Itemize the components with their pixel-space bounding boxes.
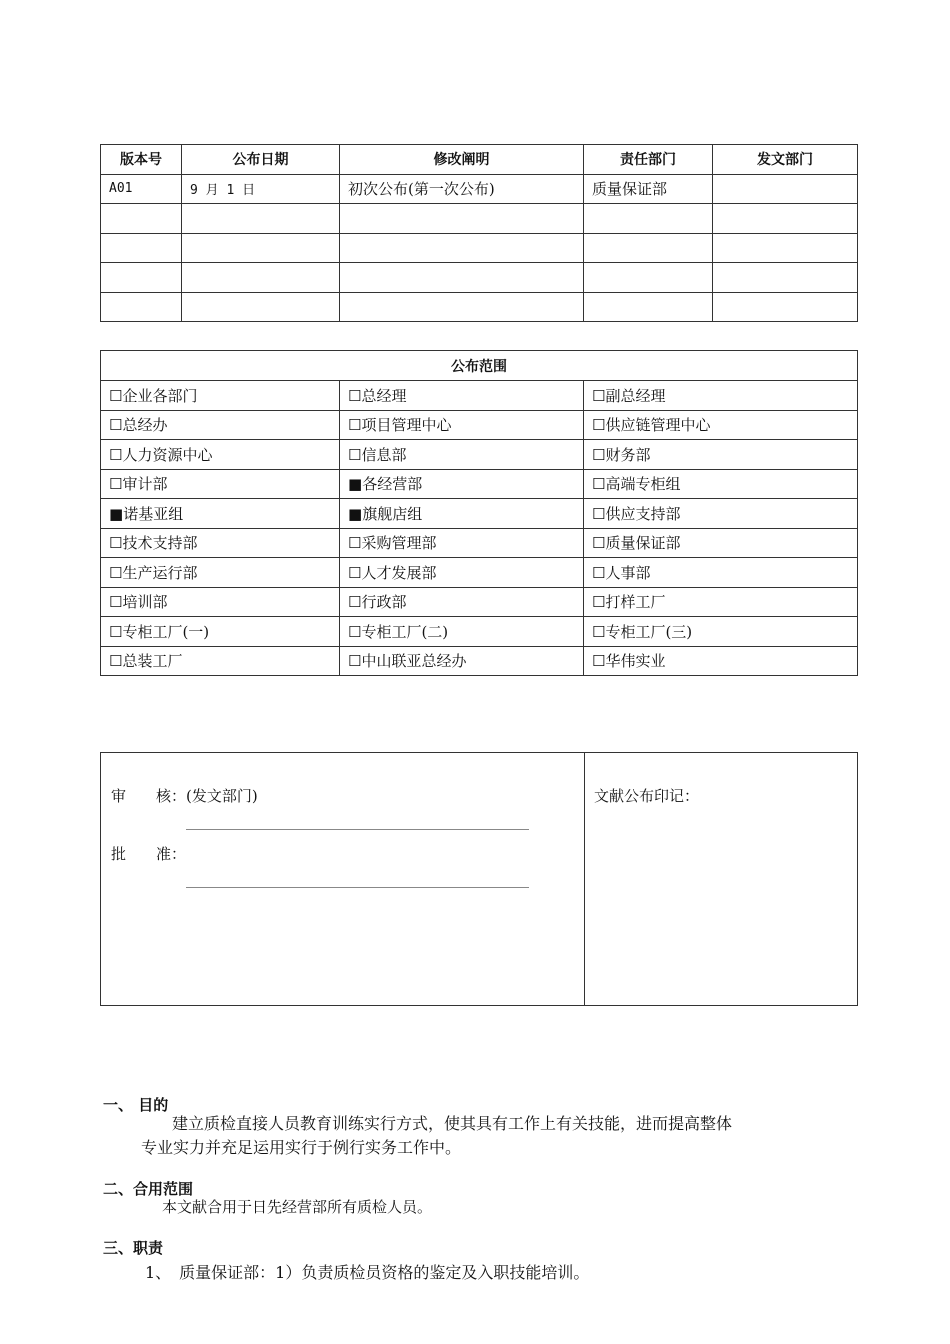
checkbox-icon[interactable]: ☐ — [348, 652, 362, 671]
cell-issuing-dept — [713, 263, 858, 293]
scope-option-label: 各经营部 — [362, 475, 423, 494]
approve-signature-line[interactable] — [186, 887, 529, 888]
review-signature-line[interactable] — [186, 829, 529, 830]
scope-option[interactable] — [101, 617, 340, 647]
checkbox-icon[interactable]: ☐ — [109, 534, 123, 553]
approval-box — [100, 752, 858, 1006]
scope-option[interactable] — [340, 381, 584, 411]
section-2-title: 二、合用范围 — [103, 1180, 194, 1198]
cell-date — [182, 263, 340, 293]
scope-option-label: 培训部 — [122, 593, 168, 612]
checkbox-icon[interactable]: ☐ — [592, 534, 606, 553]
checkbox-icon[interactable]: ☐ — [348, 386, 362, 405]
section-1-line-1: 建立质检直接人员教育训练实行方式，使其具有工作上有关技能，进而提高整体 — [172, 1114, 733, 1133]
approval-divider — [584, 753, 585, 1005]
scope-title: 公布范围 — [101, 351, 858, 381]
scope-option-label: 生产运行部 — [122, 563, 198, 582]
section-1-line-2: 专业实力并充足运用实行于例行实务工作中。 — [141, 1138, 462, 1157]
checkbox-icon[interactable]: ☐ — [109, 386, 123, 405]
scope-option-label: 供应链管理中心 — [605, 416, 711, 435]
scope-option[interactable] — [584, 617, 858, 647]
scope-option-label: 高端专柜组 — [605, 475, 681, 494]
checkbox-icon[interactable]: ☐ — [348, 622, 362, 641]
cell-responsible-dept — [584, 233, 713, 263]
cell-responsible-dept: 质量保证部 — [584, 174, 713, 204]
scope-option-label: 总经办 — [122, 416, 168, 435]
scope-option[interactable] — [101, 440, 340, 470]
checkbox-icon[interactable]: ☐ — [592, 386, 606, 405]
scope-row — [101, 587, 858, 617]
scope-row — [101, 469, 858, 499]
scope-option-label: 中山联亚总经办 — [361, 652, 467, 671]
checkbox-icon[interactable]: ☐ — [348, 416, 362, 435]
scope-option[interactable] — [584, 558, 858, 588]
scope-row — [101, 617, 858, 647]
scope-option-label: 质量保证部 — [605, 534, 681, 553]
scope-option[interactable] — [101, 646, 340, 676]
scope-option-label: 企业各部门 — [122, 386, 198, 405]
scope-option[interactable] — [101, 410, 340, 440]
cell-version: A01 — [101, 174, 182, 204]
scope-option-label: 打样工厂 — [605, 593, 666, 612]
scope-option[interactable] — [584, 381, 858, 411]
scope-row — [101, 381, 858, 411]
version-header-row — [101, 145, 858, 175]
scope-option[interactable] — [340, 558, 584, 588]
scope-option-label: 供应支持部 — [605, 504, 681, 523]
scope-option-label: 采购管理部 — [361, 534, 437, 553]
scope-option[interactable] — [584, 646, 858, 676]
header-responsible-dept: 责任部门 — [584, 145, 713, 175]
checkbox-icon[interactable]: ☐ — [109, 445, 123, 464]
scope-option[interactable] — [101, 469, 340, 499]
approve-row — [111, 843, 186, 864]
cell-version — [101, 204, 182, 234]
distribution-scope-table — [100, 350, 858, 676]
scope-option[interactable] — [101, 528, 340, 558]
scope-option[interactable] — [101, 381, 340, 411]
checkbox-icon[interactable]: ☐ — [592, 445, 606, 464]
table-row — [101, 233, 858, 263]
review-value: (发文部门) — [186, 787, 258, 805]
checkbox-icon[interactable]: ☐ — [592, 593, 606, 612]
scope-option-label: 副总经理 — [605, 386, 666, 405]
scope-option-label: 人才发展部 — [361, 563, 437, 582]
cell-change-note — [340, 204, 584, 234]
scope-option-label: 项目管理中心 — [361, 416, 452, 435]
checkbox-icon[interactable]: ☐ — [592, 475, 606, 494]
header-date: 公布日期 — [182, 145, 340, 175]
checkbox-checked-icon[interactable]: ■ — [109, 504, 124, 523]
checkbox-icon[interactable]: ☐ — [592, 416, 606, 435]
cell-responsible-dept — [584, 292, 713, 322]
scope-option-label: 人事部 — [605, 563, 651, 582]
scope-option[interactable] — [584, 410, 858, 440]
checkbox-icon[interactable]: ☐ — [109, 475, 123, 494]
checkbox-icon[interactable]: ☐ — [348, 593, 362, 612]
cell-change-note: 初次公布(第一次公布) — [340, 174, 584, 204]
cell-date: 9 月 1 日 — [182, 174, 340, 204]
scope-row — [101, 499, 858, 529]
cell-version — [101, 292, 182, 322]
checkbox-checked-icon[interactable]: ■ — [348, 475, 363, 494]
cell-responsible-dept — [584, 204, 713, 234]
scope-option[interactable] — [340, 528, 584, 558]
checkbox-icon[interactable]: ☐ — [592, 504, 606, 523]
table-row — [101, 174, 858, 204]
scope-option[interactable] — [340, 410, 584, 440]
checkbox-icon[interactable]: ☐ — [592, 622, 606, 641]
scope-option[interactable] — [584, 499, 858, 529]
cell-change-note — [340, 233, 584, 263]
checkbox-icon[interactable]: ☐ — [592, 652, 606, 671]
section-3-item-1: 1、 质量保证部：1）负责质检员资格的鉴定及入职技能培训。 — [145, 1263, 590, 1282]
scope-option-label: 总装工厂 — [122, 652, 183, 671]
section-3-title: 三、职责 — [103, 1239, 164, 1257]
checkbox-icon[interactable]: ☐ — [109, 416, 123, 435]
scope-row — [101, 646, 858, 676]
header-version: 版本号 — [101, 145, 182, 175]
cell-version — [101, 263, 182, 293]
scope-option[interactable] — [340, 646, 584, 676]
cell-issuing-dept — [713, 174, 858, 204]
checkbox-icon[interactable]: ☐ — [348, 445, 362, 464]
scope-option-label: 技术支持部 — [122, 534, 198, 553]
scope-row — [101, 440, 858, 470]
scope-row — [101, 558, 858, 588]
cell-issuing-dept — [713, 292, 858, 322]
scope-option-label: 诺基亚组 — [123, 504, 184, 523]
checkbox-icon[interactable]: ☐ — [592, 563, 606, 582]
scope-option-label: 华伟实业 — [605, 652, 666, 671]
scope-option-label: 行政部 — [361, 593, 407, 612]
cell-date — [182, 292, 340, 322]
header-issuing-dept: 发文部门 — [713, 145, 858, 175]
scope-option[interactable] — [101, 558, 340, 588]
cell-issuing-dept — [713, 233, 858, 263]
stamp-label: 文献公布印记： — [594, 787, 700, 805]
checkbox-icon[interactable]: ☐ — [109, 593, 123, 612]
checkbox-icon[interactable]: ☐ — [109, 622, 123, 641]
scope-option-label: 旗舰店组 — [362, 504, 423, 523]
scope-row — [101, 410, 858, 440]
cell-date — [182, 204, 340, 234]
cell-change-note — [340, 292, 584, 322]
cell-change-note — [340, 263, 584, 293]
section-2-line-1: 本文献合用于日先经营部所有质检人员。 — [162, 1198, 433, 1216]
scope-option-label: 信息部 — [361, 445, 407, 464]
scope-row — [101, 528, 858, 558]
cell-date — [182, 233, 340, 263]
scope-option[interactable] — [340, 469, 584, 499]
checkbox-checked-icon[interactable]: ■ — [348, 504, 363, 523]
scope-option[interactable] — [101, 499, 340, 529]
checkbox-icon[interactable]: ☐ — [348, 563, 362, 582]
checkbox-icon[interactable]: ☐ — [109, 652, 123, 671]
review-label: 审 核： — [111, 787, 187, 805]
section-1-title: 一、 目的 — [103, 1096, 169, 1114]
header-change-note: 修改阐明 — [340, 145, 584, 175]
scope-option-label: 专柜工厂(一) — [122, 622, 210, 641]
table-row — [101, 204, 858, 234]
scope-option-label: 专柜工厂(二) — [361, 622, 449, 641]
cell-issuing-dept — [713, 204, 858, 234]
cell-version — [101, 233, 182, 263]
scope-option-label: 总经理 — [361, 386, 407, 405]
approve-label: 批 准： — [111, 845, 187, 863]
scope-option[interactable] — [101, 587, 340, 617]
version-table — [100, 144, 858, 322]
checkbox-icon[interactable]: ☐ — [348, 534, 362, 553]
scope-option-label: 专柜工厂(三) — [605, 622, 693, 641]
scope-option[interactable] — [340, 617, 584, 647]
review-row — [111, 785, 258, 806]
scope-option-label: 人力资源中心 — [122, 445, 213, 464]
scope-option-label: 审计部 — [122, 475, 168, 494]
scope-option[interactable] — [340, 499, 584, 529]
scope-option[interactable] — [584, 440, 858, 470]
table-row — [101, 292, 858, 322]
scope-option[interactable] — [584, 528, 858, 558]
table-row — [101, 263, 858, 293]
scope-option[interactable] — [584, 587, 858, 617]
scope-option[interactable] — [340, 587, 584, 617]
scope-option-label: 财务部 — [605, 445, 651, 464]
scope-option[interactable] — [340, 440, 584, 470]
checkbox-icon[interactable]: ☐ — [109, 563, 123, 582]
scope-option[interactable] — [584, 469, 858, 499]
cell-responsible-dept — [584, 263, 713, 293]
